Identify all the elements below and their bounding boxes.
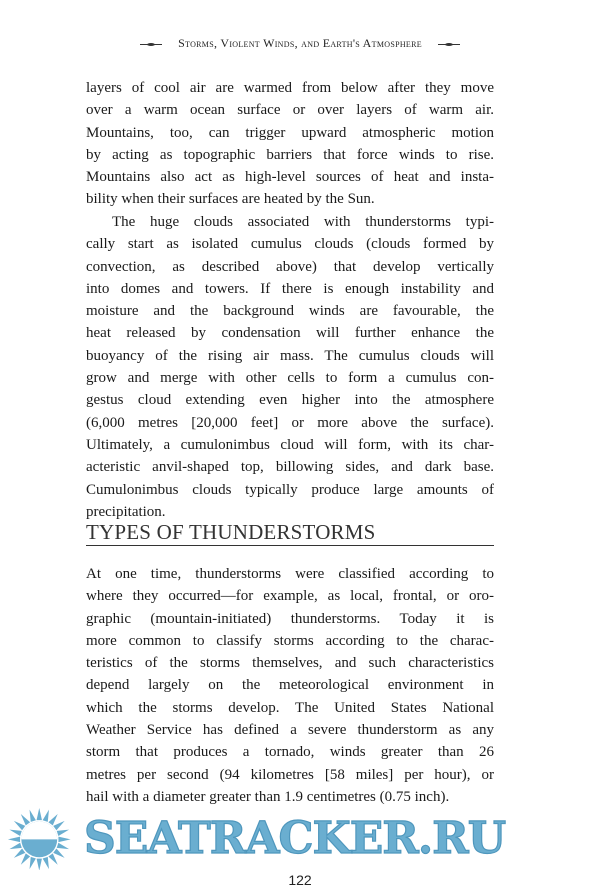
text-line: cally start as isolated cumulus clouds (clouds formed by: [86, 236, 494, 253]
text-line: Mountains also act as high-level sources of heat and insta-: [86, 169, 494, 186]
text-line: (6,000 metres [20,000 feet] or more above the surface).: [86, 414, 494, 431]
sun-ray: [58, 837, 70, 842]
text-line: where they occurred—for example, as local, frontal, or oro-: [86, 588, 494, 605]
text-line: gestus cloud extending even higher into the atmosphere: [86, 392, 494, 409]
paragraph: [86, 211, 494, 523]
text-line: metres per second (94 kilometres [58 miles] per hour), or: [86, 766, 494, 783]
text-line: storm that produces a tornado, winds greater than 26: [86, 744, 494, 761]
sun-logo-icon: [0, 808, 80, 870]
text-line: acteristic anvil-shaped top, billowing sides, and dark base.: [86, 459, 494, 476]
sun-ray: [14, 848, 25, 857]
sun-ray: [43, 857, 49, 869]
sun-ray: [48, 853, 57, 864]
watermark: [0, 808, 600, 870]
sun-ray: [57, 830, 69, 836]
paragraph: [86, 563, 494, 808]
paragraph: [86, 77, 494, 211]
sun-ray: [9, 830, 21, 836]
ornament-left-icon: [140, 44, 162, 45]
text-line: hail with a diameter greater than 1.9 centimetres (0.75 inch).: [86, 788, 450, 805]
running-header: [0, 36, 600, 51]
text-line: teristics of the storms themselves, and such characteristics: [86, 655, 494, 672]
sun-ray: [30, 810, 36, 822]
watermark-text: SEATRACKER.RU: [84, 813, 506, 864]
sun-ray: [57, 843, 69, 849]
sun-ray: [21, 853, 30, 864]
ornament-right-icon: [438, 44, 460, 45]
text-line: more common to classify storms according to the charac-: [86, 632, 494, 649]
text-line: depend largely on the meteorological environment in: [86, 677, 494, 694]
text-line: bility when their surfaces are heated by the Sun.: [86, 191, 375, 208]
page-number: 122: [288, 872, 312, 888]
text-line: Weather Service has defined a severe thunderstorm as any: [86, 722, 494, 739]
text-line: At one time, thunderstorms were classified according to: [86, 566, 494, 582]
sun-ray: [53, 848, 64, 857]
text-line: Cumulonimbus clouds typically produce large amounts of: [86, 481, 494, 498]
text-line: by acting as topographic barriers that force winds to rise.: [86, 146, 494, 163]
sun-ray: [53, 821, 64, 830]
running-title: Storms, Violent Winds, and Earth's Atmosphere: [178, 36, 422, 50]
sun-ray: [8, 837, 20, 842]
text-line: buoyancy of the rising air mass. The cumulus clouds will: [86, 347, 494, 364]
text-line: heat released by condensation will further enhance the: [86, 325, 494, 342]
section-heading: TYPES OF THUNDERSTORMS: [86, 520, 494, 546]
sun-ray: [14, 821, 25, 830]
sun-ray: [21, 814, 30, 825]
text-line: which the storms develop. The United States National: [86, 699, 494, 716]
text-line: moisture and the background winds are favourable, the: [86, 303, 494, 320]
text-line: into domes and towers. If there is enough instability and: [86, 280, 494, 297]
sun-ray: [48, 814, 57, 825]
sun-ray: [43, 810, 49, 822]
text-line: graphic (mountain-initiated) thunderstorms. Today it is: [86, 610, 494, 627]
text-line: over a warm ocean surface or over layers of warm air.: [86, 102, 494, 119]
sun-ray: [37, 859, 42, 870]
text-line: Ultimately, a cumulonimbus cloud will form, with its char-: [86, 436, 494, 453]
text-line: grow and merge with other cells to form a cumulus con-: [86, 370, 494, 387]
sun-ray: [30, 857, 36, 869]
text-line: convection, as described above) that develop vertically: [86, 258, 494, 275]
sun-ray: [37, 808, 42, 820]
text-line: layers of cool air are warmed from below after they move: [86, 80, 494, 96]
text-line: precipitation.: [86, 503, 166, 520]
text-line: The huge clouds associated with thunderstorms typi-: [112, 214, 494, 230]
text-line: Mountains, too, can trigger upward atmospheric motion: [86, 124, 494, 141]
sun-ray: [9, 843, 21, 849]
